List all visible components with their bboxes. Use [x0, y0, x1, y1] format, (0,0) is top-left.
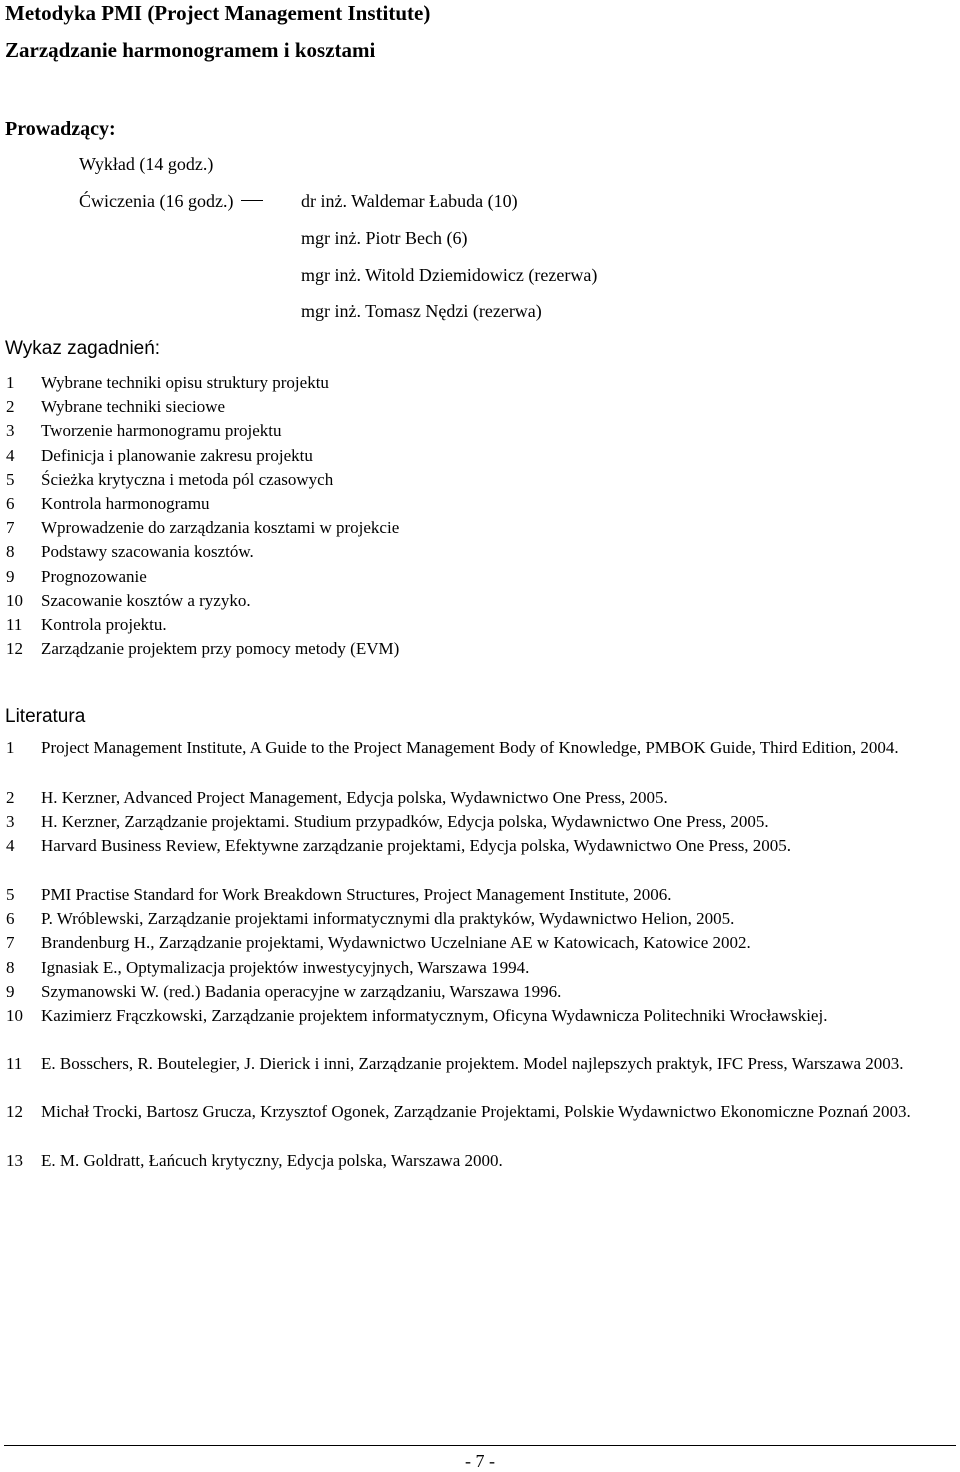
exercise-hours-row	[79, 192, 263, 210]
literature-number: 6	[6, 909, 15, 928]
literature-item	[0, 810, 960, 834]
literature-text: Michał Trocki, Bartosz Grucza, Krzysztof Ogonek, Zarządzanie Projektami, Polskie Wydawnictwo Ekonomiczne Poznań 2003.	[41, 1102, 911, 1121]
literature-text: H. Kerzner, Zarządzanie projektami. Studium przypadków, Edycja polska, Wydawnictwo One Press, 2005.	[41, 812, 769, 831]
topic-text: Definicja i planowanie zakresu projektu	[41, 445, 313, 465]
literature-text: Kazimierz Frączkowski, Zarządzanie projektem informatycznym, Oficyna Wydawnicza Politechniki Wrocławskiej.	[41, 1006, 828, 1025]
literature-number: 10	[6, 1006, 23, 1025]
topic-number: 7	[6, 518, 15, 538]
lecture-hours: Wykład (14 godz.)	[79, 154, 214, 174]
literature-item	[0, 786, 960, 810]
literature-number: 2	[6, 788, 15, 807]
literature-number: 8	[6, 958, 15, 977]
literature-number: 1	[6, 738, 15, 757]
topic-number: 6	[6, 494, 15, 513]
literature-text: E. M. Goldratt, Łańcuch krytyczny, Edycja polska, Warszawa 2000.	[41, 1151, 503, 1170]
topic-text: Kontrola harmonogramu	[41, 494, 210, 513]
literature-text: Project Management Institute, A Guide to the Project Management Body of Knowledge, PMBOK Guide, Third Edition, 2004.	[41, 738, 899, 757]
literature-text: Szymanowski W. (red.) Badania operacyjne w zarządzaniu, Warszawa 1996.	[41, 982, 562, 1001]
topic-number: 11	[6, 615, 23, 634]
literature-item	[0, 1149, 960, 1173]
topics-heading: Wykaz zagadnień:	[5, 338, 161, 359]
literature-number: 4	[6, 836, 15, 855]
literature-item	[0, 980, 960, 1004]
literature-number: 9	[6, 982, 15, 1001]
literature-number: 12	[6, 1102, 23, 1121]
topic-text: Zarządzanie projektem przy pomocy metody (EVM)	[41, 639, 400, 659]
instructors-heading: Prowadzący:	[5, 118, 116, 140]
topic-number: 12	[6, 639, 23, 659]
topic-text: Podstawy szacowania kosztów.	[41, 542, 254, 562]
literature-item	[0, 883, 960, 907]
literature-text: Brandenburg H., Zarządzanie projektami, Wydawnictwo Uczelniane AE w Katowicach, Katowice 2002.	[41, 933, 751, 952]
topic-number: 10	[6, 590, 23, 610]
topic-text: Wybrane techniki sieciowe	[41, 397, 226, 417]
literature-number: 7	[6, 933, 15, 952]
literature-number: 3	[6, 812, 15, 831]
page-subtitle: Zarządzanie harmonogramem i kosztami	[5, 38, 376, 62]
footer-rule	[4, 1445, 956, 1446]
literature-text: E. Bosschers, R. Boutelegier, J. Dierick i inni, Zarządzanie projektem. Model najlepszych praktyk, IFC Press, Warszawa 2003.	[41, 1054, 904, 1073]
page-number: - 7 -	[465, 1451, 495, 1471]
topic-text: Prognozowanie	[41, 566, 147, 586]
topic-text: Ścieżka krytyczna i metoda pól czasowych	[41, 469, 334, 489]
literature-heading: Literatura	[5, 706, 86, 727]
instructor-name: mgr inż. Witold Dziemidowicz (rezerwa)	[301, 265, 598, 285]
literature-item	[0, 736, 960, 784]
literature-item	[0, 1052, 960, 1100]
instructor-name: dr inż. Waldemar Łabuda (10)	[301, 191, 518, 211]
instructor-name: mgr inż. Tomasz Nędzi (rezerwa)	[301, 301, 542, 321]
literature-text: H. Kerzner, Advanced Project Management, Edycja polska, Wydawnictwo One Press, 2005.	[41, 788, 668, 807]
topic-text: Wprowadzenie do zarządzania kosztami w projekcie	[41, 518, 400, 538]
literature-number: 13	[6, 1151, 23, 1170]
literature-item	[0, 907, 960, 931]
topic-text: Tworzenie harmonogramu projektu	[41, 421, 282, 441]
topic-text: Szacowanie kosztów a ryzyko.	[41, 590, 251, 610]
topic-number: 2	[6, 397, 15, 417]
literature-item	[0, 1100, 960, 1148]
literature-item	[0, 834, 960, 882]
topic-number: 3	[6, 421, 15, 441]
topic-number: 1	[6, 373, 15, 392]
topic-number: 8	[6, 542, 15, 562]
topic-text: Kontrola projektu.	[41, 615, 167, 634]
literature-number: 5	[6, 885, 15, 904]
dash-separator	[241, 200, 263, 201]
literature-item	[0, 1004, 960, 1052]
literature-text: PMI Practise Standard for Work Breakdown Structures, Project Management Institute, 2006.	[41, 885, 672, 904]
literature-text: Harvard Business Review, Efektywne zarządzanie projektami, Edycja polska, Wydawnictwo One Press, 2005.	[41, 836, 792, 855]
topic-number: 9	[6, 566, 15, 586]
page-title: Metodyka PMI (Project Management Institute)	[5, 1, 431, 25]
literature-number: 11	[6, 1054, 23, 1073]
exercise-hours: Ćwiczenia (16 godz.)	[79, 191, 234, 211]
topic-number: 5	[6, 469, 15, 489]
literature-text: P. Wróblewski, Zarządzanie projektami informatycznymi dla praktyków, Wydawnictwo Helion, 2005.	[41, 909, 735, 928]
literature-item	[0, 931, 960, 955]
topic-text: Wybrane techniki opisu struktury projektu	[41, 373, 329, 392]
literature-item	[0, 956, 960, 980]
literature-text: Ignasiak E., Optymalizacja projektów inwestycyjnych, Warszawa 1994.	[41, 958, 530, 977]
topic-number: 4	[6, 445, 15, 465]
instructor-name: mgr inż. Piotr Bech (6)	[301, 228, 468, 248]
